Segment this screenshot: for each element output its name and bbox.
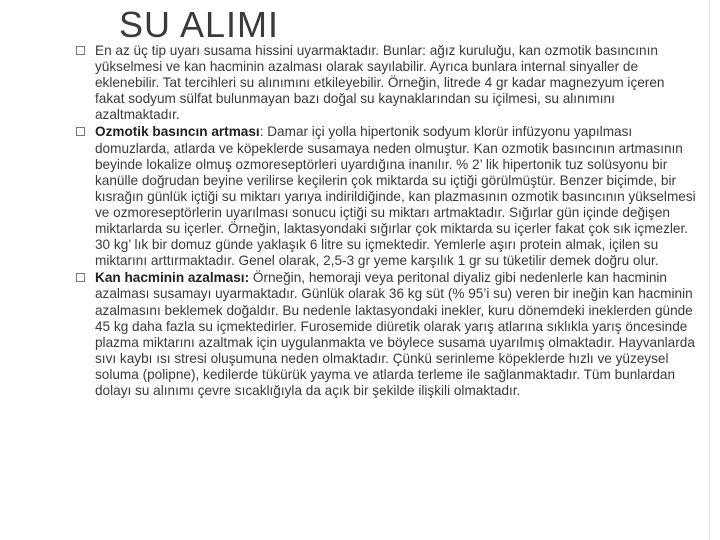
right-divider (709, 0, 710, 540)
slide-title: SU ALIMI (119, 4, 280, 45)
bullet-text: Örneğin, hemoraji veya peritonal diyaliz gibi nedenlerle kan hacminin azalması susamayı uyarmaktadır. Günlük olarak 36 kg süt (% 95’i su) veren bir ineğin kan hacminin azalmasını beklemek doğaldır. Bu nedenle laktasyondaki inekler, kuru dönemdeki ineklerden günde 45 kg daha fazla su içmektedirler. Furosemide diüretik olarak yarış atlarına sıklıkla yarış öncesinde plazma miktarını azaltmak için uygulanmakta ve böylece susama uyarılmış olmaktadır. Hayvanlarda sıvı kaybı ısı stresi oluşumuna neden olmaktadır. Çünkü serinleme köpeklerde hızlı ve yüzeysel soluma (polipne), kedilerde tükürük yayma ve atlarda terleme ile sağlanmaktadır. Tüm bunlardan dolayı su alınımı çevre sıcaklığıyla da açık bir şekilde ilişkili olmaktadır. (95, 270, 695, 398)
bullet-item (76, 43, 696, 123)
bullet-lead: Ozmotik basıncın artması (95, 124, 260, 140)
bullet-item (76, 270, 696, 399)
bullet-box-icon (76, 273, 85, 282)
bullet-text: : Damar içi yolla hipertonik sodyum klorür infüzyonu yapılması domuzlarda, atlarda ve köpeklerde susamaya neden olmuştur. Kan ozmotik basıncının artmasının beyinde lokalize olmuş ozmoreseptörleri uyardığına inanılır. % 2’ lik hipertonik tuz solüsyonu bir kanülle doğrudan beyine verilirse keçilerin çok miktarda su içtiği görülmüştür. Benzer biçimde, bir kısrağın günlük içtiği su miktarı yarıya indirildiğinde, kan plazmasının ozmotik basıncının yükselmesi ve ozmoreseptörlerin uyarılması sonucu içtiği su miktarı artmaktadır. Sığırlar gün içinde değişen miktarlarda su içerler. Örneğin, laktasyondaki sığırlar çok miktarda su içerler fakat çok sık içmezler. 30 kg’ lık bir domuz günde yaklaşık 6 litre su içmektedir. Yemlerle aşırı protein almak, içilen su miktarını arttırmaktadır. Genel olarak, 2,5-3 gr yeme karşılık 1 gr su tüketilir demek doğru olur. (95, 124, 696, 269)
bullet-text: En az üç tip uyarı susama hissini uyarmaktadır. Bunlar: ağız kuruluğu, kan ozmotik basıncının yükselmesi ve kan hacminin azalması olarak sayılabilir. Ayrıca bunlara internal sinyaller de eklenebilir. Tat tercihleri su alınımını etkileyebilir. Örneğin, litrede 4 gr kadar magnezyum içeren fakat sodyum sülfat bulunmayan bazı doğal su kaynaklarından su içilmesi, su alınımını azaltmaktadır. (95, 43, 665, 123)
bullet-list (76, 43, 696, 400)
bullet-box-icon (76, 46, 85, 55)
bullet-item (76, 124, 696, 269)
bullet-box-icon (76, 127, 85, 136)
bullet-lead: Kan hacminin azalması: (95, 270, 250, 286)
